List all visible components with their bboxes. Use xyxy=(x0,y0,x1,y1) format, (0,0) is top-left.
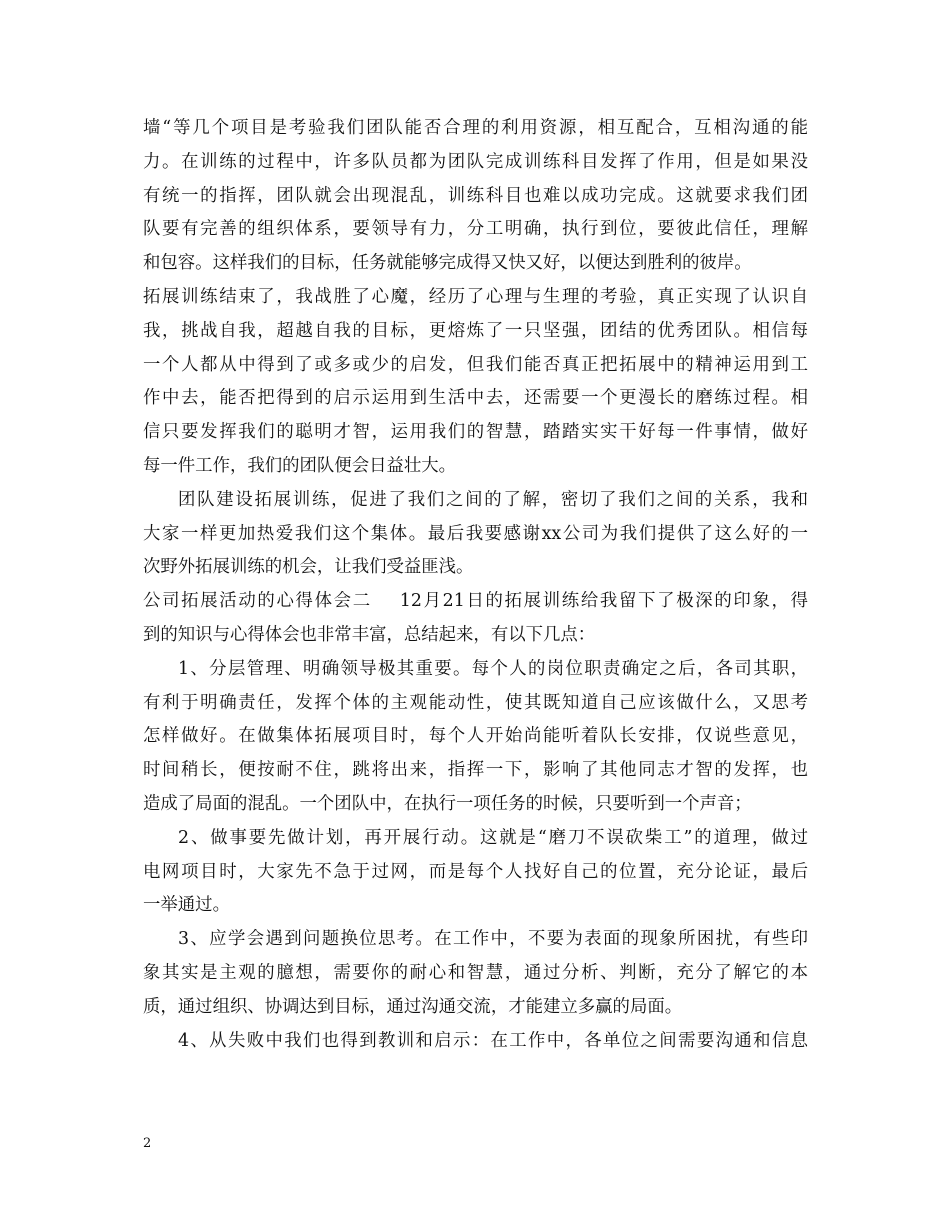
text-line: 象其实是主观的臆想，需要你的耐心和智慧，通过分析、判断，充分了解它的本 xyxy=(143,962,808,983)
paragraph-point-3 xyxy=(143,923,808,1024)
text-line: 4、从失败中我们也得到教训和启示：在工作中，各单位之间需要沟通和信息 xyxy=(178,1030,808,1051)
section-intro-text: 12月21日的拓展训练给我留下了极深的印象，得 xyxy=(399,591,808,612)
text-line: 次野外拓展训练的机会，让我们受益匪浅。 xyxy=(143,557,474,578)
text-line: 队要有完善的组织体系，要领导有力，分工明确，执行到位，要彼此信任，理解 xyxy=(143,219,808,240)
paragraph-point-1 xyxy=(143,653,808,822)
text-line: 1、分层管理、明确领导极其重要。每个人的岗位职责确定之后，各司其职， xyxy=(178,658,808,679)
text-line: 每一件工作，我们的团队便会日益壮大。 xyxy=(143,455,457,476)
text-line: 2、做事要先做计划，再开展行动。这就是“磨刀不误砍柴工”的道理，做过 xyxy=(178,827,808,848)
paragraph-thanks xyxy=(143,484,808,585)
paragraph-point-4 xyxy=(143,1025,808,1059)
text-line: 时间稍长，便按耐不住，跳将出来，指挥一下，影响了其他同志才智的发挥，也 xyxy=(143,760,808,781)
text-line-with-heading xyxy=(143,585,808,619)
text-line: 有统一的指挥，团队就会出现混乱，训练科目也难以成功完成。这就要求我们团 xyxy=(143,185,808,206)
paragraph-teamwork-intro xyxy=(143,112,808,281)
text-line: 质，通过组织、协调达到目标，通过沟通交流，才能建立多赢的局面。 xyxy=(143,996,683,1017)
text-line: 到的知识与心得体会也非常丰富，总结起来，有以下几点： xyxy=(143,624,596,645)
text-line: 作中去，能否把得到的启示运用到生活中去，还需要一个更漫长的磨练过程。相 xyxy=(143,388,808,409)
text-line: 怎样做好。在做集体拓展项目时，每个人开始尚能听着队长安排，仅说些意见， xyxy=(143,726,808,747)
document-body xyxy=(143,112,808,1058)
text-line: 拓展训练结束了，我战胜了心魔，经历了心理与生理的考验，真正实现了认识自 xyxy=(143,286,808,307)
text-line: 一个人都从中得到了或多或少的启发，但我们能否真正把拓展中的精神运用到工 xyxy=(143,354,808,375)
paragraph-point-2 xyxy=(143,822,808,923)
page-number: 2 xyxy=(143,1136,152,1151)
paragraph-training-end xyxy=(143,281,808,484)
text-line: 大家一样更加热爱我们这个集体。最后我要感谢xx公司为我们提供了这么好的一 xyxy=(143,523,808,544)
text-line: 团队建设拓展训练，促进了我们之间的了解，密切了我们之间的关系，我和 xyxy=(178,489,808,510)
text-line: 墙“等几个项目是考验我们团队能否合理的利用资源，相互配合，互相沟通的能 xyxy=(143,118,808,138)
text-line: 有利于明确责任，发挥个体的主观能动性，使其既知道自己应该做什么，又思考 xyxy=(143,692,808,713)
text-line: 3、应学会遇到问题换位思考。在工作中，不要为表面的现象所困扰，有些印 xyxy=(178,929,808,950)
text-line: 电网项目时，大家先不急于过网，而是每个人找好自己的位置，充分论证，最后 xyxy=(143,861,808,882)
text-line: 信只要发挥我们的聪明才智，运用我们的智慧，踏踏实实干好每一件事情，做好 xyxy=(143,422,808,443)
text-line: 一举通过。 xyxy=(143,895,230,916)
text-line: 造成了局面的混乱。一个团队中，在执行一项任务的时候，只要听到一个声音； xyxy=(143,793,752,814)
section-heading: 公司拓展活动的心得体会二 xyxy=(143,591,372,612)
text-line: 和包容。这样我们的目标，任务就能够完成得又快又好，以便达到胜利的彼岸。 xyxy=(143,253,752,274)
paragraph-experience-two xyxy=(143,585,808,653)
text-line: 我，挑战自我，超越自我的目标，更熔炼了一只坚强，团结的优秀团队。相信每 xyxy=(143,320,808,341)
text-line: 力。在训练的过程中，许多队员都为团队完成训练科目发挥了作用，但是如果没 xyxy=(143,151,808,172)
